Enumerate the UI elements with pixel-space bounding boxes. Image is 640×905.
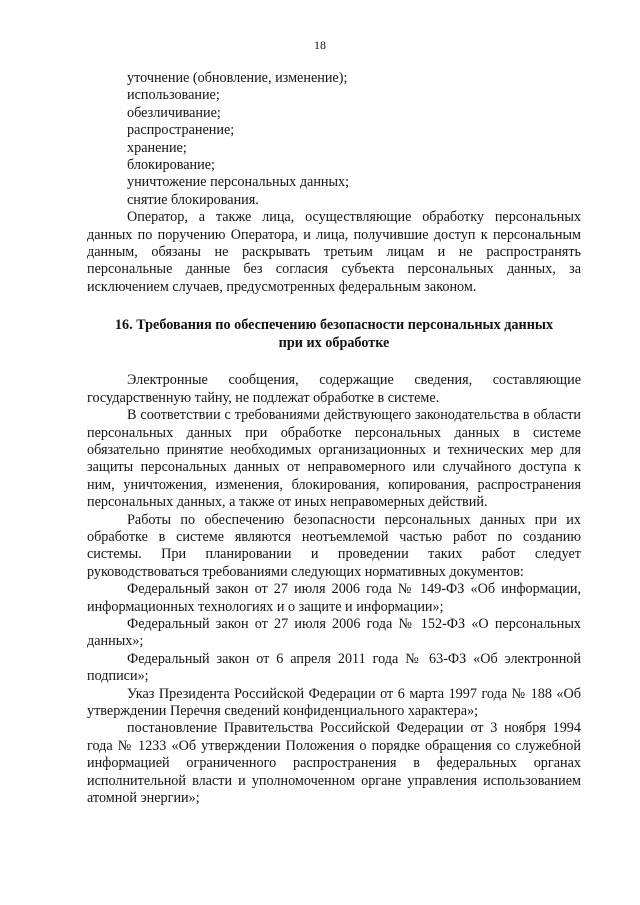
page-content	[87, 70, 581, 807]
section-heading-line-1: 16. Требования по обеспечению безопасности персональных данных	[114, 317, 554, 334]
list-item: уточнение (обновление, изменение);	[127, 70, 348, 86]
list-item: блокирование;	[127, 157, 215, 174]
paragraph: Федеральный закон от 27 июля 2006 года № 149-ФЗ «Об информации, информационных технологиях и о защите и информации»;	[87, 581, 581, 615]
list-item: хранение;	[127, 139, 187, 156]
paragraph: Федеральный закон от 27 июля 2006 года № 152-ФЗ «О персональных данных»;	[87, 615, 581, 650]
paragraph: Электронные сообщения, содержащие сведения, составляющие государственную тайну, не подлежат обработке в системе.	[87, 372, 581, 406]
section-heading-line-2: при их обработке	[278, 335, 390, 352]
list-item: использование;	[127, 87, 220, 104]
paragraph: постановление Правительства Российской Федерации от 3 ноября 1994 года № 1233 «Об утверждении Положения о порядке обращения со служебной информацией ограниченного распространения в федеральных органах исполнительной власти и уполномоченном органе управления использованием атомной энергии»;	[87, 720, 581, 807]
paragraph: Работы по обеспечению безопасности персональных данных при их обработке в системе являются неотъемлемой частью работ по созданию системы. При планировании и проведении таких работ следует руководствоваться требованиями следующих нормативных документов:	[87, 511, 581, 580]
list-item: снятие блокирования.	[127, 191, 259, 208]
list-item: распространение;	[127, 122, 235, 139]
operator-paragraph: Оператор, а также лица, осуществляющие обработку персональных данных по поручению Оператора, и лица, получившие доступ к персональным данным, обязаны не раскрывать третьим лицам и не распространять персональные данные без согласия субъекта персональных данных, за исключением случаев, предусмотренных федеральным законом.	[87, 209, 581, 295]
list-item: обезличивание;	[127, 104, 221, 121]
list-item: уничтожение персональных данных;	[127, 174, 350, 191]
page-number: 18	[314, 38, 326, 52]
paragraph: Указ Президента Российской Федерации от 6 марта 1997 года № 188 «Об утверждении Перечня сведений конфиденциального характера»;	[87, 685, 581, 719]
section-heading	[87, 316, 581, 352]
processing-actions-list	[87, 70, 581, 209]
paragraph: В соответствии с требованиями действующего законодательства в области персональных данных при обработке персональных данных в системе обязательно принятие необходимых организационных и технических мер для защиты персональных данных от неправомерного или случайного доступа к ним, уничтожения, изменения, блокирования, копирования, распространения персональных данных, а также от иных неправомерных действий.	[87, 407, 581, 511]
paragraph: Федеральный закон от 6 апреля 2011 года № 63-ФЗ «Об электронной подписи»;	[87, 650, 581, 685]
